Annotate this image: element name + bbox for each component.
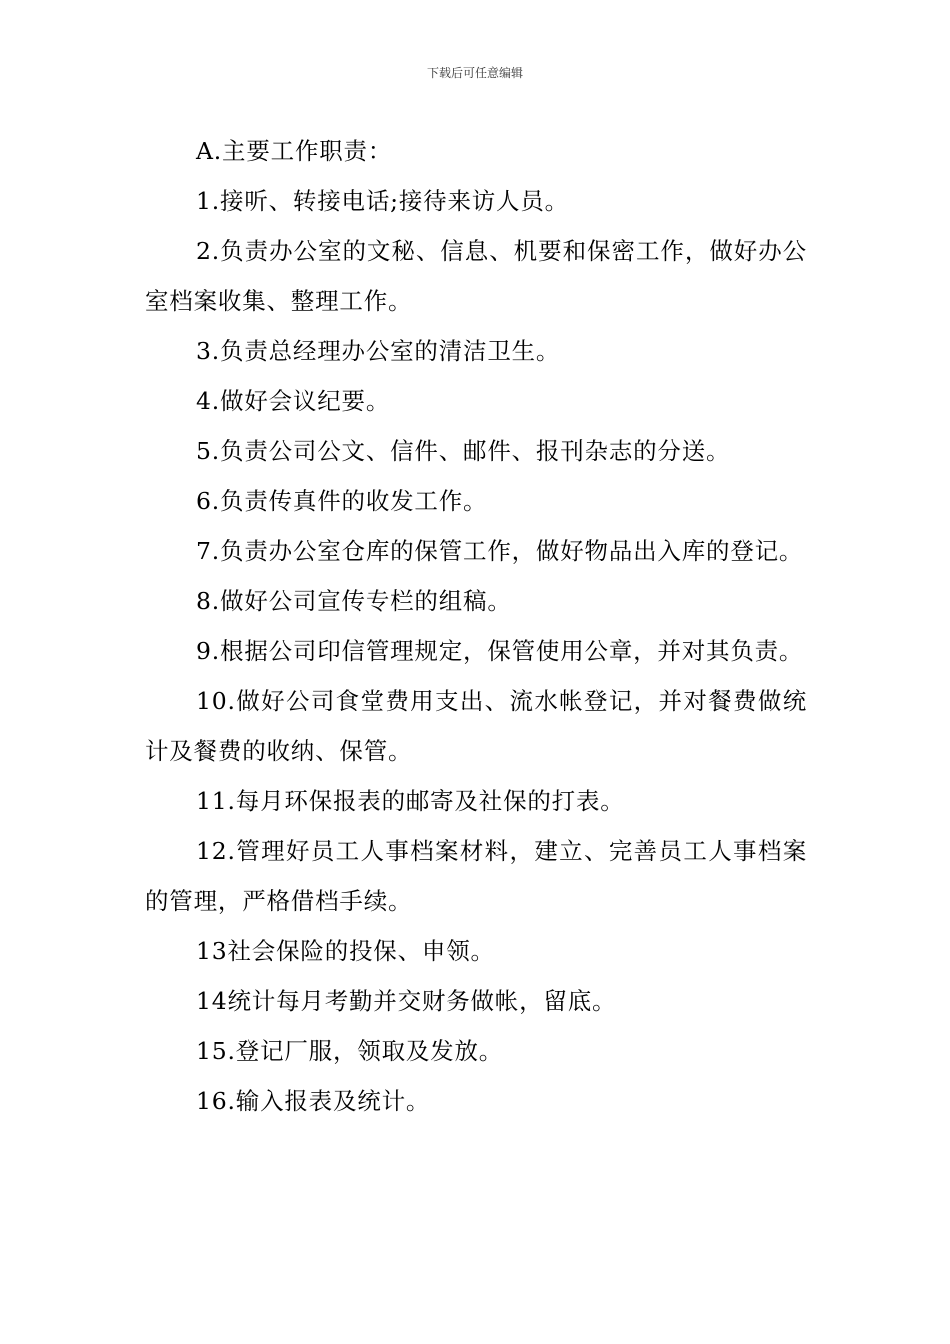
duty-item-16: 16.输入报表及统计。: [196, 1087, 431, 1115]
duty-item-6: 6.负责传真件的收发工作。: [196, 487, 488, 515]
duty-item-1: 1.接听、转接电话;接待来访人员。: [196, 187, 569, 215]
duty-item-10: 10.做好公司食堂费用支出、流水帐登记，并对餐费做统计及餐费的收纳、保管。: [145, 687, 807, 765]
duty-item-14: 14统计每月考勤并交财务做帐，留底。: [196, 987, 617, 1015]
page-header-note: 下载后可任意编辑: [426, 66, 523, 80]
duty-item-5: 5.负责公司公文、信件、邮件、报刊杂志的分送。: [196, 437, 731, 465]
duty-item-15: 15.登记厂服，领取及发放。: [196, 1037, 504, 1065]
duty-item-7: 7.负责办公室仓库的保管工作，做好物品出入库的登记。: [196, 537, 804, 565]
duty-item-4: 4.做好会议纪要。: [196, 387, 391, 415]
duty-item-12: 12.管理好员工人事档案材料，建立、完善员工人事档案的管理，严格借档手续。: [145, 837, 807, 915]
duty-item-8: 8.做好公司宣传专栏的组稿。: [196, 587, 512, 615]
section-heading: A.主要工作职责：: [196, 137, 393, 165]
duty-item-9: 9.根据公司印信管理规定，保管使用公章，并对其负责。: [196, 637, 804, 665]
duty-item-2: 2.负责办公室的文秘、信息、机要和保密工作，做好办公室档案收集、整理工作。: [145, 237, 807, 315]
duty-item-13: 13社会保险的投保、申领。: [196, 937, 495, 965]
document-body: [145, 126, 807, 1126]
duty-item-11: 11.每月环保报表的邮寄及社保的打表。: [196, 787, 625, 815]
duty-item-3: 3.负责总经理办公室的清洁卫生。: [196, 337, 561, 365]
